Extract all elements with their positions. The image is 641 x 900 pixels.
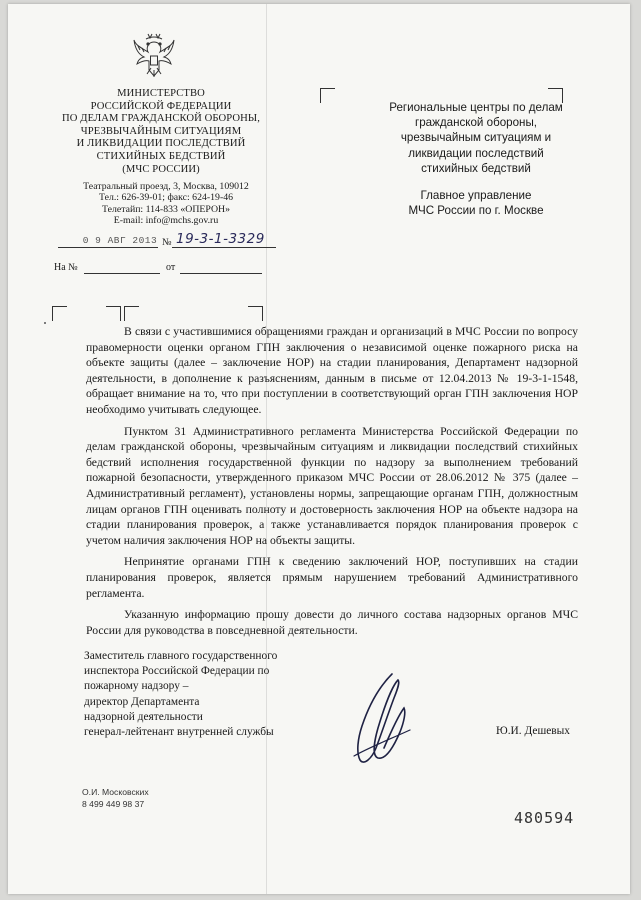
addressee-line: ликвидации последствий — [408, 146, 544, 160]
signer-title — [84, 649, 324, 740]
subject-corner — [124, 306, 139, 321]
body-paragraph: Непринятие органами ГПН к сведению заключений НОР, поступивших на стадии планирования проверок, является прямым нарушением требований Административного регламента. — [86, 555, 578, 600]
executor-name: О.И. Московских — [82, 787, 149, 797]
on-number-underline — [84, 273, 160, 274]
subject-corner — [106, 306, 121, 321]
ministry-line: (МЧС РОССИИ) — [122, 163, 200, 175]
subject-corner — [248, 306, 263, 321]
date-underline — [58, 247, 158, 248]
ministry-contacts — [66, 181, 266, 227]
letter-page — [8, 4, 630, 894]
outgoing-number: 19-3-1-3329 — [176, 231, 265, 247]
letter-body — [86, 324, 578, 644]
handwritten-signature — [348, 668, 418, 768]
number-label: № — [162, 237, 172, 248]
address-line: Театральный проезд, 3, Москва, 109012 — [83, 181, 249, 192]
addressee-corner-left — [320, 88, 335, 103]
body-paragraph: Пунктом 31 Административного регламента Министерства Российской Федерации по делам гражданской обороны, чрезвычайным ситуациям и ликвидации последствий стихийных бедствий исполнения государственной функции по надзору за выполнением требований пожарной безопасности, утвержденного приказом МЧС России от 28.06.2012 № 375 (далее – Административный регламент), установлены нормы, запрещающие органам ГПН, должностным лицам органов ГПН оценивать полноту и достоверность заключения НОР на объекте надзора на стадии планирования проверок, а также устанавливается порядок планирования проверок с учетом наличия заключения НОР на объекты защиты. — [86, 424, 578, 547]
addressee-line: гражданской обороны, — [414, 116, 538, 130]
addressee-line: чрезвычайным ситуациям и — [400, 131, 552, 145]
signer-title-line: надзорной деятельности — [84, 710, 203, 723]
body-paragraph: Указанную информацию прошу довести до личного состава надзорных органов МЧС России для руководства в повседневной деятельности. — [86, 608, 578, 637]
from-label: от — [166, 262, 176, 273]
signer-title-line: директор Департамента — [84, 695, 200, 708]
ministry-line: И ЛИКВИДАЦИИ ПОСЛЕДСТВИЙ — [76, 138, 246, 150]
body-paragraph: В связи с участившимися обращениями граждан и организаций в МЧС России по вопросу правомерности оценки органом ГПН заключения о независимой оценке пожарного риска на объекте защиты (далее – заключение НОР) на стадии планирования, Департамент надзорной деятельности, в дополнение к разъяснениям, данным в письме от 12.04.2013 № 19-3-1-1548, обращает внимание на то, что при поступлении в соответствующий орган ГПН заключения НОР необходимо учитывать следующее. — [86, 325, 578, 416]
ministry-header — [52, 88, 270, 176]
signer-name: Ю.И. Дешевых — [496, 725, 570, 737]
addressee-line: МЧС России по г. Москве — [408, 204, 544, 218]
signer-title-line: генерал-лейтенант внутренней службы — [84, 726, 274, 739]
registration-line — [58, 231, 276, 249]
addressee-line: Региональные центры по делам — [389, 101, 563, 114]
from-underline — [180, 273, 262, 274]
addressee-block — [378, 100, 574, 218]
signer-title-line: пожарному надзору – — [84, 680, 189, 693]
subject-corner — [52, 306, 67, 321]
email-line: E-mail: info@mchs.gov.ru — [113, 215, 219, 227]
reference-line — [54, 262, 266, 276]
signer-title-line: Заместитель главного государственного — [84, 650, 278, 662]
ministry-line: СТИХИЙНЫХ БЕДСТВИЙ — [96, 150, 226, 162]
document-number: 480594 — [514, 809, 575, 827]
executor-phone: 8 499 449 98 37 — [82, 798, 145, 809]
date-stamp: 0 9 АВГ 2013 — [82, 235, 158, 246]
teletype-line: Телетайп: 114-833 «ОПЕРОН» — [102, 203, 230, 215]
ministry-line: ЧРЕЗВЫЧАЙНЫМ СИТУАЦИЯМ — [80, 125, 242, 137]
number-underline — [172, 247, 276, 248]
on-number-label: На № — [54, 262, 78, 273]
phone-line: Тел.: 626-39-01; факс: 624-19-46 — [99, 192, 233, 204]
executor-block — [82, 787, 149, 810]
coat-of-arms-icon — [132, 30, 176, 80]
speck — [44, 322, 46, 324]
ministry-line: МИНИСТЕРСТВО — [117, 88, 205, 99]
signer-title-line: инспектора Российской Федерации по — [84, 665, 270, 678]
ministry-line: ПО ДЕЛАМ ГРАЖДАНСКОЙ ОБОРОНЫ, — [62, 113, 260, 125]
addressee-line: стихийных бедствий — [421, 161, 531, 175]
ministry-line: РОССИЙСКОЙ ФЕДЕРАЦИИ — [90, 100, 232, 112]
addressee-line: Главное управление — [420, 189, 532, 203]
